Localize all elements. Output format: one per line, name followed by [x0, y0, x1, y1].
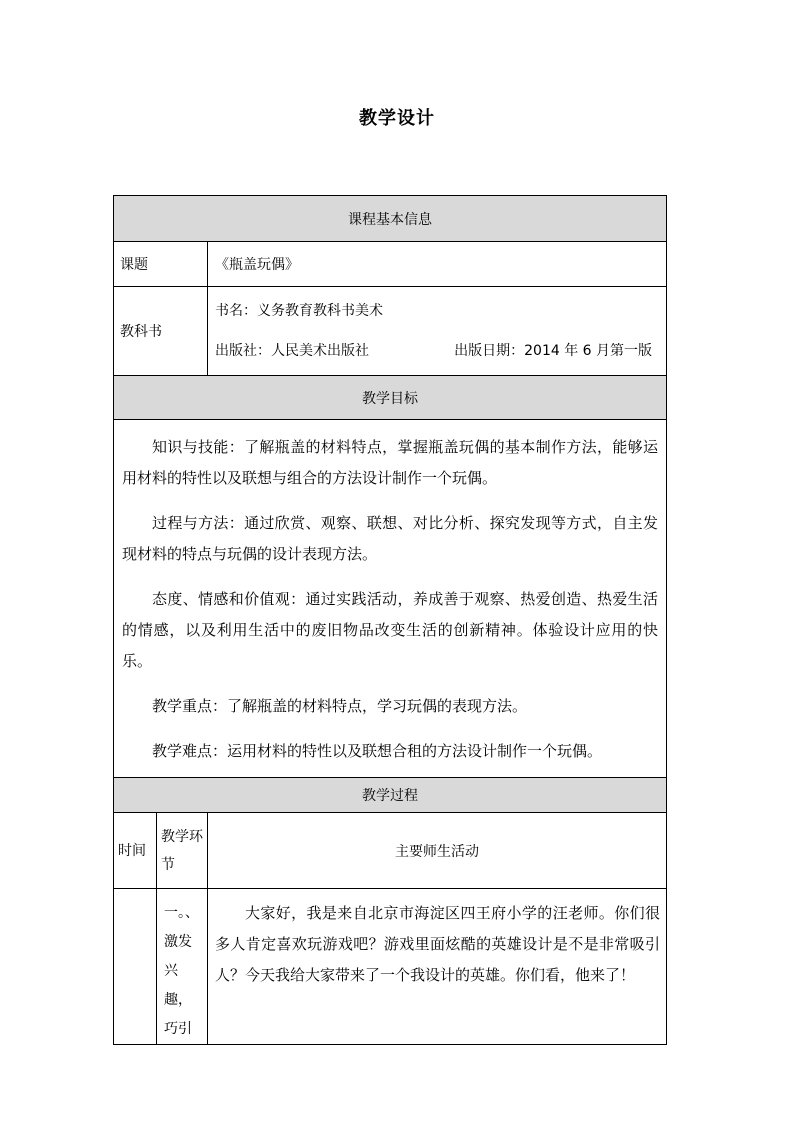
textbook-label: 教科书: [114, 287, 208, 376]
stage-column-header: 教学环节: [157, 813, 208, 889]
objective-paragraph: 态度、情感和价值观：通过实践活动，养成善于观察、热爱创造、热爱生活的情感，以及利用生活中的废旧物品改变生活的创新精神。体验设计应用的快乐。: [122, 590, 659, 670]
objective-paragraph: 过程与方法：通过欣赏、观察、联想、对比分析、探究发现等方式，自主发现材料的特点与玩偶的设计表现方法。: [122, 514, 659, 563]
publisher-line: [215, 341, 666, 361]
activity-column-header: 主要师生活动: [208, 813, 667, 889]
time-column-header: 时间: [114, 813, 157, 889]
objectives-header: 教学目标: [114, 376, 667, 420]
objective-paragraph: 教学难点：运用材料的特性以及联想合租的方法设计制作一个玩偶。: [152, 742, 603, 760]
lesson-plan-table: [113, 195, 667, 1045]
activity-cell: [208, 889, 667, 1045]
process-header: 教学过程: [114, 778, 667, 813]
objectives-row: [114, 420, 667, 778]
process-column-header-row: [114, 813, 667, 889]
basic-info-header: 课程基本信息: [114, 196, 667, 242]
basic-info-header-row: [114, 196, 667, 242]
objectives-body: [114, 420, 667, 778]
process-header-row: [114, 778, 667, 813]
textbook-row: [114, 287, 667, 376]
document-title: 教学设计: [359, 108, 435, 129]
publish-date: 出版日期：2014 年 6 月第一版: [454, 343, 653, 359]
objective-paragraph: 知识与技能：了解瓶盖的材料特点，掌握瓶盖玩偶的基本制作方法，能够运用材料的特性以及联想与组合的方法设计制作一个玩偶。: [122, 438, 659, 487]
topic-label: 课题: [114, 242, 208, 287]
book-name: 书名：义务教育教科书美术: [215, 303, 383, 319]
objectives-header-row: [114, 376, 667, 420]
publisher: 出版社：人民美术出版社: [215, 343, 369, 359]
objective-paragraph: 教学重点：了解瓶盖的材料特点，学习玩偶的表现方法。: [152, 697, 528, 715]
activity-text: 大家好，我是来自北京市海淀区四王府小学的汪老师。你们很多人肯定喜欢玩游戏吧？游戏里面炫酷的英雄设计是不是非常吸引人？今天我给大家带来了一个我设计的英雄。你们看，他来了！: [215, 904, 661, 984]
topic-value: 《瓶盖玩偶》: [208, 242, 667, 287]
stage-cell: 一。、激发兴趣，巧引: [157, 889, 208, 1045]
textbook-info: [208, 287, 667, 376]
process-row: [114, 889, 667, 1045]
topic-row: [114, 242, 667, 287]
time-cell: [114, 889, 157, 1045]
